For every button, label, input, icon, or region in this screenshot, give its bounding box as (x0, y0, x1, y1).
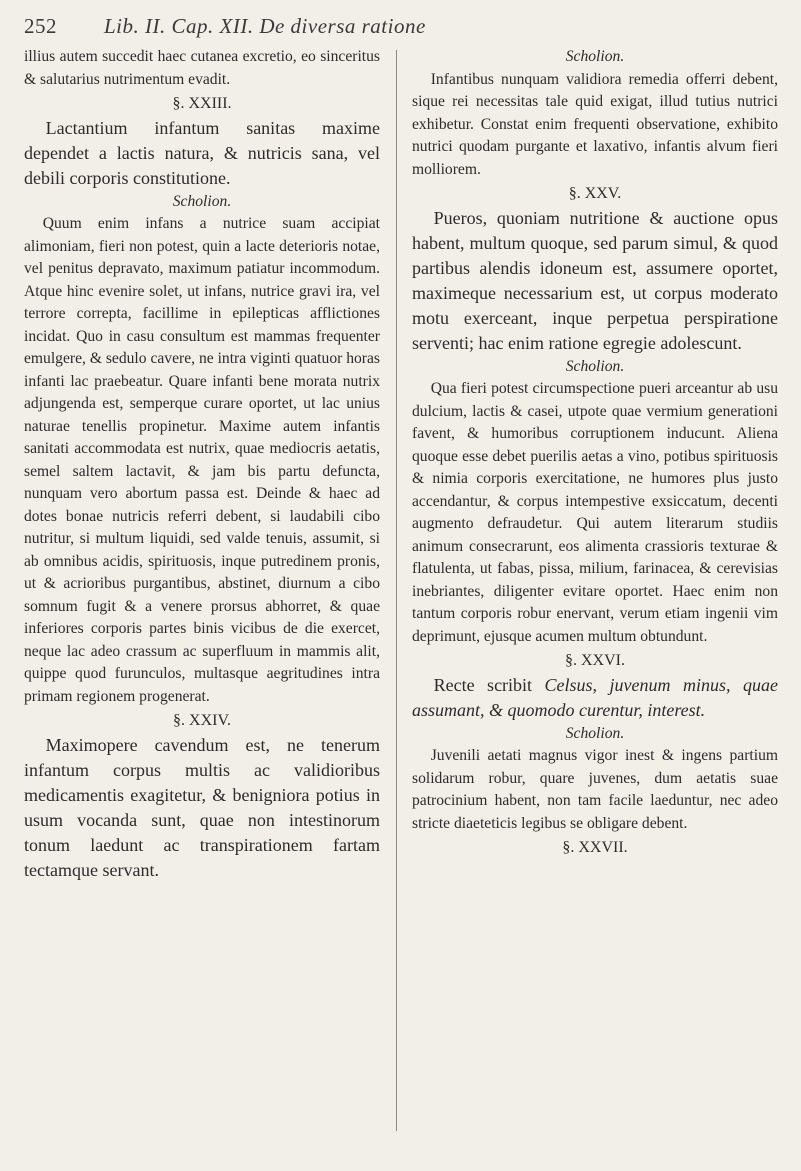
left-column (24, 46, 380, 1157)
section-text-26 (412, 673, 778, 723)
running-header (24, 10, 781, 44)
scholion-text: Infantibus nunquam validiora remedia offerri debent, sique rei necessitas tale quid exigat, illud tutius nutrici exhibetur. Constat enim frequenti observatione, exhibito nutrici quodam purgante et laxativo, infantis alvum fieri molliorem. (412, 70, 778, 178)
running-title: Lib. II. Cap. XII. De diversa ratione (104, 14, 426, 38)
section-text-25: Pueros, quoniam nutritione & auctione opus habent, multum quoque, sed parum simul, & quod partibus alendis idoneum est, assumere oportet, maximeque necessarium est, ut corpus moderato motu exerceant, inque perpetua perspiratione serventi; hac enim ratione egregie adolescunt. (412, 207, 778, 353)
section-heading-27: §. XXVII. (562, 839, 628, 856)
right-column (412, 46, 778, 1157)
scholion-text: Quum enim infans a nutrice suam accipiat alimoniam, fieri non potest, quin a lacte deterioris notae, vel penitus depravato, maximum patiatur incommodum. Atque hinc evenire solet, ut infans, nutrice gravi ira, vel terrore correpta, facillime in epilepticas afflictiones incidat. Quo in casu consultum est mammas frequenter emulgere, & sedulo cavere, ne intra viginti quatuor horas infanti lac praebeatur. Quare infanti bene morata nutrix adjungenda est, semperque curare oportet, ut lac unius naturae tenellis propinetur. Maxime autem infantis sanitati accommodata est nutrix, quae mediocris aetatis, semel saltem lactavit, & jam bis partu defuncta, nunquam vero abortum passa est. Deinde & haec ad dotes bonae nutricis referri debent, si laudabili cibo nutritur, si multum liquidi, sed valde tenuis, assumit, si ab omnibus acidis, spirituosis, inque putredinem pronis, ut & acrioribus purgantibus, abstinet, diurnum a cibo somnum fugit & a venere prorsus abhorret, & quae inferiores corporis partes binis vicibus de die exercet, neque lac adeo crassum ac superfluum in mammis alit, quippe quod furunculos, multasque aegritudines intra primam regionem progenerat. (24, 215, 380, 705)
section-heading-24: §. XXIV. (173, 712, 231, 729)
column-rule (396, 50, 397, 1131)
scholion-text: Juvenili aetati magnus vigor inest & ingens partium solidarum robur, quare juvenes, dum aetatis suae patrocinium habent, non tam facile laeduntur, nec adeo stricte diaeteticis legibus se obligare debent. (412, 747, 778, 832)
scholion-heading: Scholion. (565, 357, 625, 375)
section-heading-25: §. XXV. (568, 185, 622, 202)
section-heading-26: §. XXVI. (565, 652, 625, 669)
page-number: 252 (24, 14, 57, 38)
scholion-heading: Scholion. (172, 192, 232, 210)
section-text-24: Maximopere cavendum est, ne tenerum infantum corpus multis ac validioribus medicamentis exagitetur, & benigniora potius in usum vocanda sunt, quae non intestinorum tonum laedunt ac transpirationem fartam tectamque servant. (24, 734, 380, 880)
section-text-26-lead: Recte scribit (433, 674, 545, 695)
scholion-heading: Scholion. (565, 724, 625, 742)
scholion-heading: Scholion. (565, 48, 625, 65)
celsus-quote: Celsus, juvenum minus, quae assumant, & quomodo curentur, interest. (412, 674, 778, 720)
continued-paragraph: illius autem succedit haec cutanea excretio, eo sinceritus & salutarius nutrimentum evadit. (24, 48, 380, 88)
scholion-text: Qua fieri potest circumspectione pueri arceantur ab usu dulcium, lactis & casei, utpote quae vermium generationi favent, & humoribus corruptionem inducunt. Aliena quoque esse debet puerilis aetas a vino, potibus spirituosis & nimia corporis exercitatione, ne humores plus justo accendantur, & corpus intempestive exsiccatum, decenti augmento defraudetur. Qui autem literarum studiis animum consecrarunt, eos alimenta crassioris texturae & flatulenta, ut fabas, pissa, milium, farinacea, & cerevisias inebriantes, diligenter evitare oportet. Haec enim non tantum corporis robur enervant, verum etiam ingenii vim deprimunt, ejusque acumen multum obtundunt. (412, 380, 778, 645)
section-heading-23: §. XXIII. (172, 95, 232, 112)
section-text-23: Lactantium infantum sanitas maxime dependet a lactis natura, & nutricis sana, vel debili corporis constitutione. (24, 117, 380, 188)
